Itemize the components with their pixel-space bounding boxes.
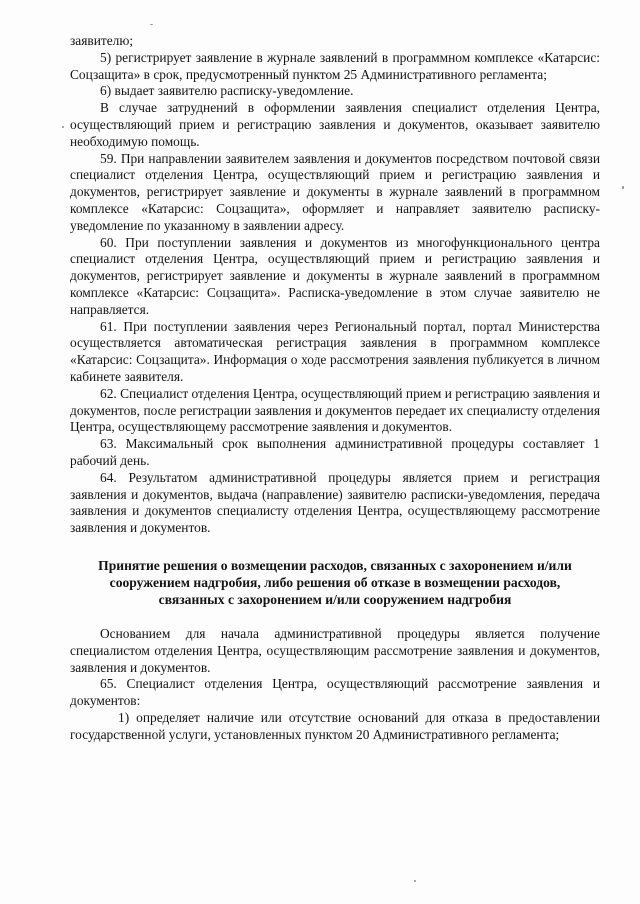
paragraph: 61. При поступлении заявления через Региональный портал, портал Министерства осуществляется автоматическая регистрация заявления в программном комплексе «Катарсис: Соцзащита». Информация о ходе рассмотрения заявления публикуется в личном кабинете заявителя.	[70, 318, 600, 384]
paragraph: 64. Результатом административной процедуры является прием и регистрация заявления и документов, выдача (направление) заявителю расписки-уведомления, передача заявления и документов специалисту отделения Центра, осуществляющему рассмотрение заявления и документов.	[70, 469, 600, 536]
paragraph: 1) определяет наличие или отсутствие оснований для отказа в предоставлении государственной услуги, установленных пунктом 20 Административного регламента;	[70, 709, 600, 742]
paragraph: В случае затруднений в оформлении заявления специалист отделения Центра, осуществляющий прием и регистрацию заявления и документов, оказывает заявителю необходимую помощь.	[70, 100, 600, 149]
paragraph: заявителю;	[70, 33, 134, 48]
scan-speck	[150, 24, 153, 25]
document-body	[70, 33, 600, 743]
paragraph: 65. Специалист отделения Центра, осуществляющий рассмотрение заявления и документов:	[70, 676, 600, 709]
paragraph: 62. Специалист отделения Центра, осуществляющий прием и регистрацию заявления и документов, после регистрации заявления и документов передает их специалисту отделения Центра, осуществляющему рассмотрение заявления и документов.	[70, 385, 600, 435]
scan-speck	[622, 186, 624, 189]
scan-speck	[414, 880, 416, 882]
paragraph: 59. При направлении заявителем заявления и документов посредством почтовой связи специалист отделения Центра, осуществляющий прием и регистрацию заявления и документов, регистрирует заявление и документы в журнале заявлений в программном комплексе «Катарсис: Соцзащита», оформляет и направляет заявителю расписку-уведомление по указанному в заявлении адресу.	[70, 150, 600, 233]
paragraph: 60. При поступлении заявления и документов из многофункционального центра специалист отделения Центра, осуществляющий прием и регистрацию заявления и документов, регистрирует заявление и документы в журнале заявлений в программном комплексе «Катарсис: Соцзащита». Расписка-уведомление в этом случае заявителю не направляется.	[70, 234, 600, 317]
paragraph: Основанием для начала административной процедуры является получение специалистом отделения Центра, осуществляющим рассмотрение заявления и документов, заявления и документов.	[70, 625, 600, 675]
section-heading: Принятие решения о возмещении расходов, связанных с захоронением и/или сооружением надгробия, либо решения об отказе в возмещении расходов, связанных с захоронением и/или сооружением надгробия	[98, 557, 572, 607]
paragraph: 5) регистрирует заявление в журнале заявлений в программном комплексе «Катарсис: Соцзащита» в срок, предусмотренный пунктом 25 Административного регламента;	[70, 49, 600, 82]
scan-speck	[62, 126, 64, 128]
paragraph: 63. Максимальный срок выполнения административной процедуры составляет 1 рабочий день.	[70, 436, 600, 468]
paragraph: 6) выдает заявителю расписку-уведомление.	[100, 83, 354, 99]
